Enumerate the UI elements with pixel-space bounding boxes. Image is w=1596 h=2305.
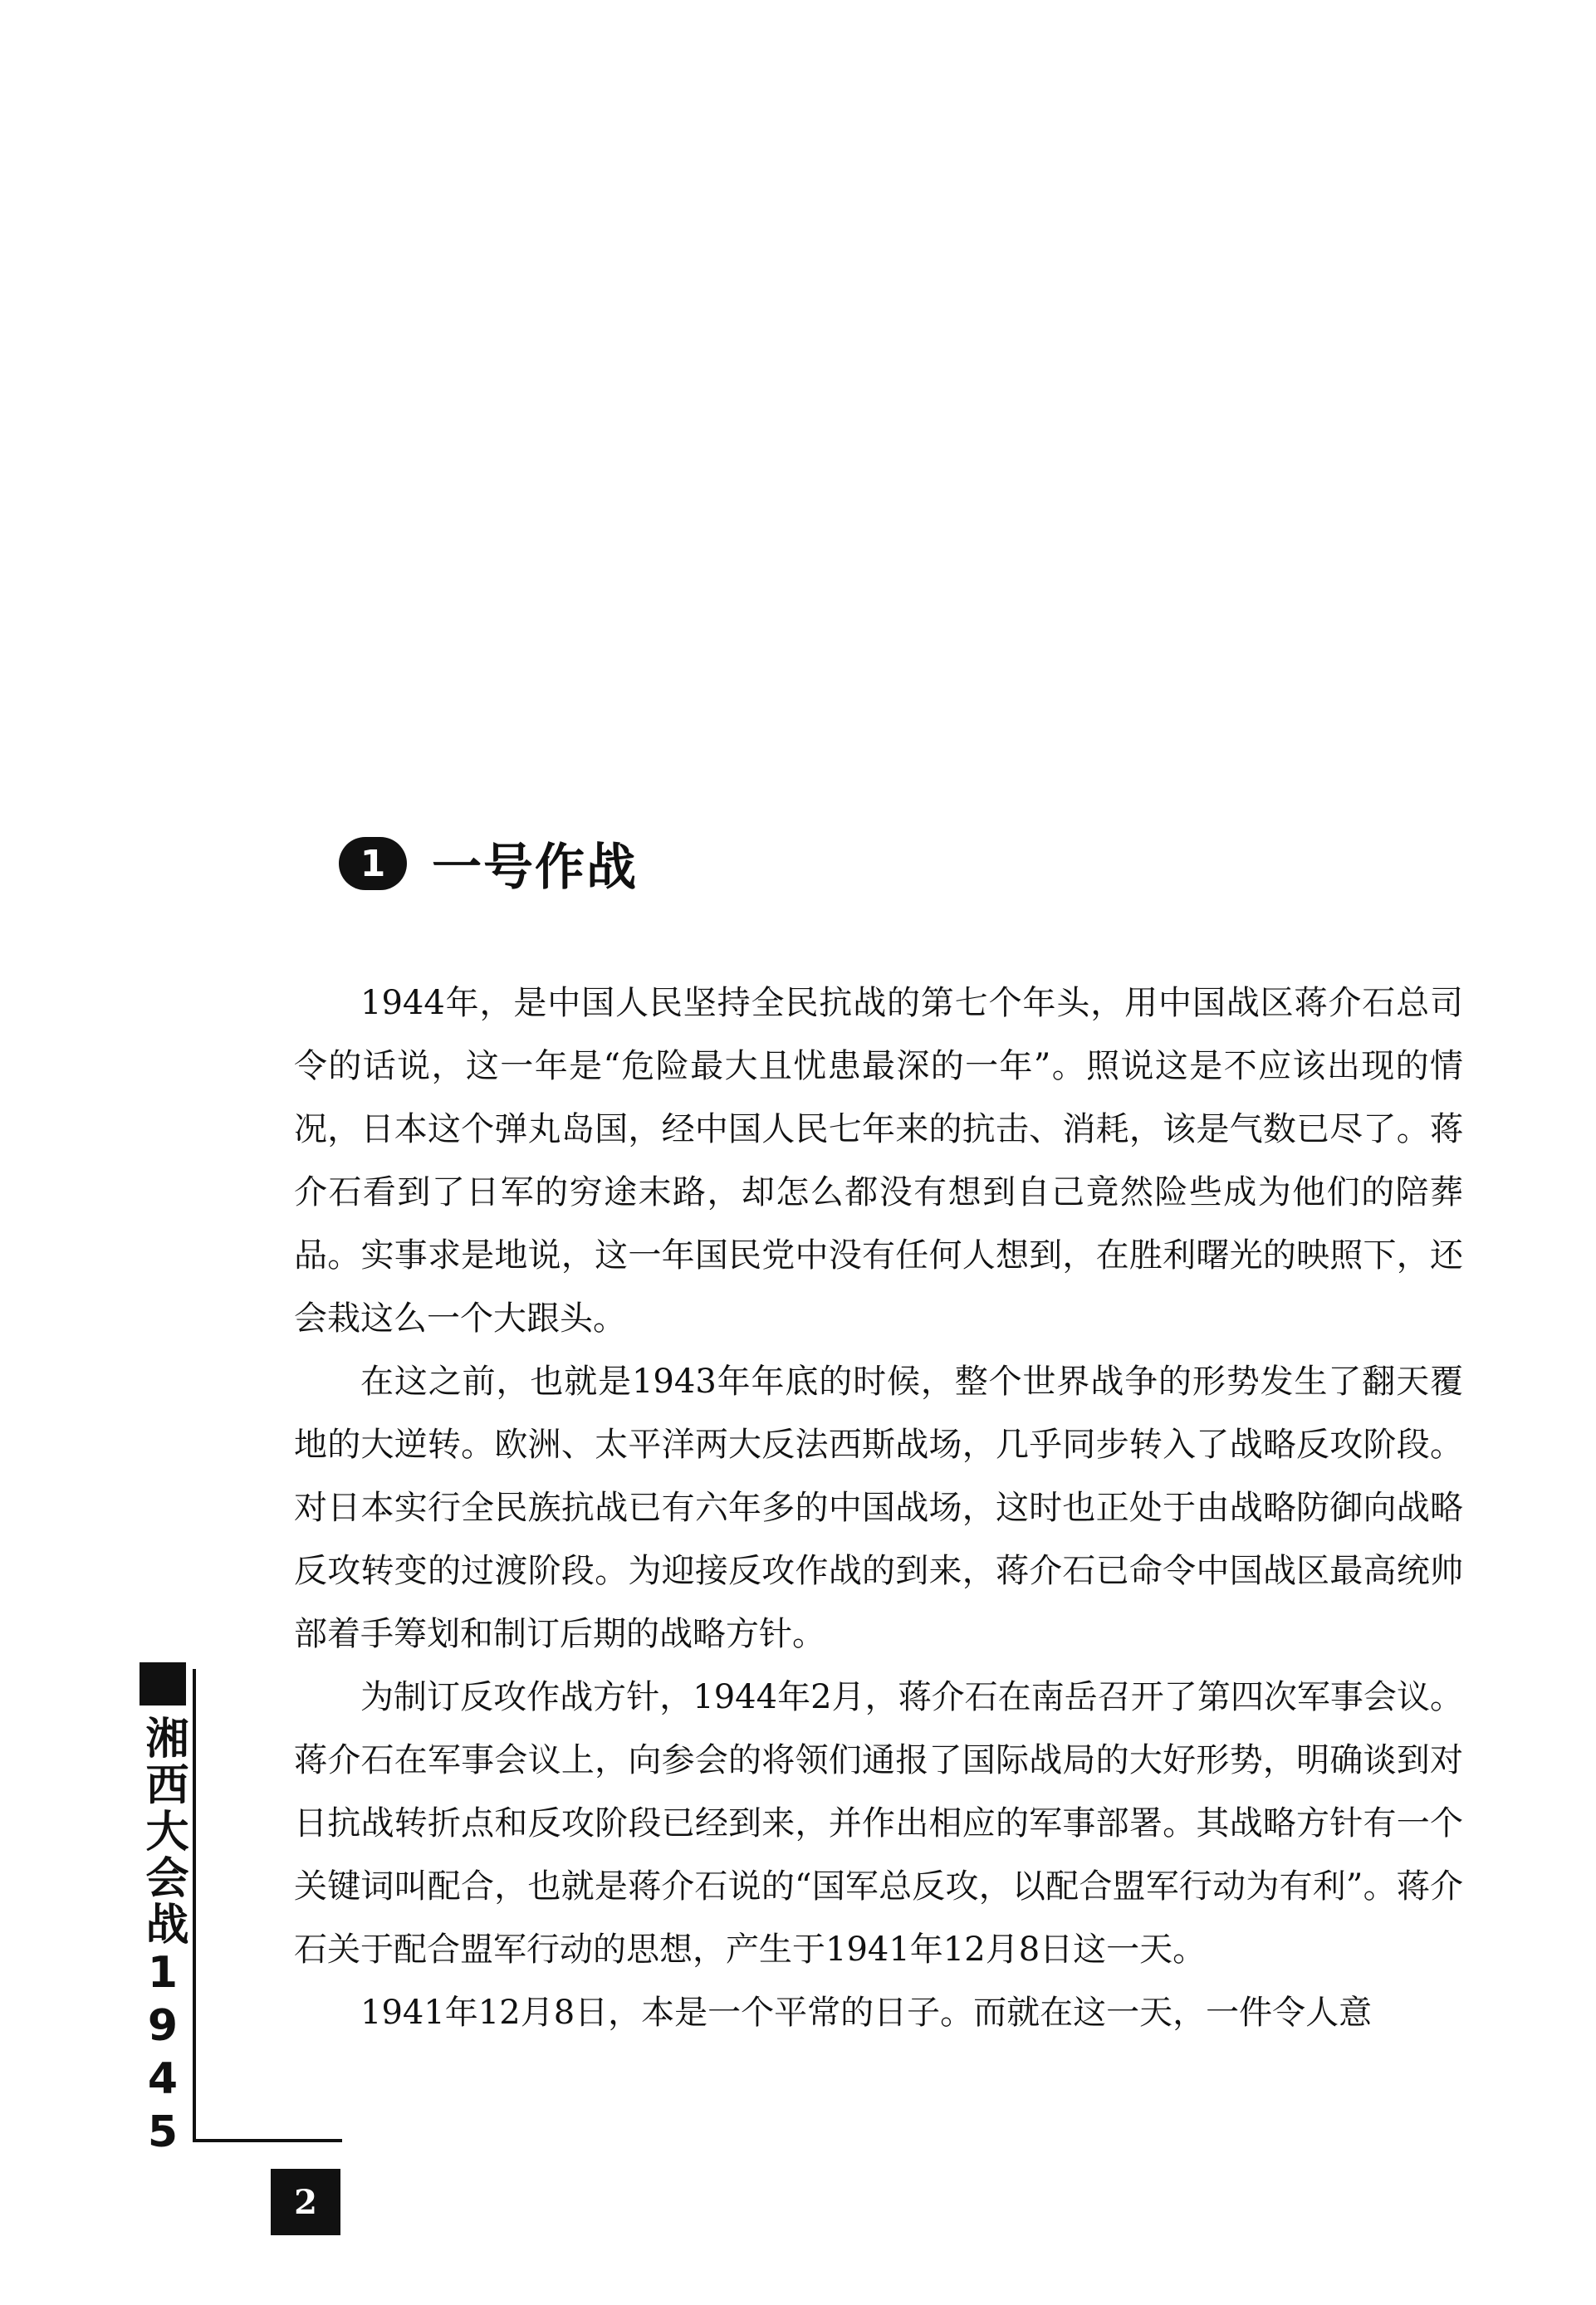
page-number: 2 bbox=[271, 2169, 340, 2235]
margin-rule-vertical bbox=[193, 1669, 196, 2142]
paragraph: 1941年12月8日，本是一个平常的日子。而就在这一天，一件令人意 bbox=[360, 1994, 1373, 2032]
running-title-marker bbox=[140, 1662, 186, 1706]
margin-rule-horizontal bbox=[193, 2139, 342, 2142]
chapter-title: 一号作战 bbox=[432, 839, 638, 897]
paragraph: 为制订反攻作战方针，1944年2月，蒋介石在南岳召开了第四次军事会议。蒋介石在军事会议上，向参会的将领们通报了国际战局的大好形势，明确谈到对日抗战转折点和反攻阶段已经到来，并作出相应的军事部署。其战略方针有一个关键词叫配合，也就是蒋介石说的“国军总反攻，以配合盟军行动为有利”。蒋介石关于配合盟军行动的思想，产生于1941年12月8日这一天。 bbox=[294, 1678, 1463, 1969]
paragraph: 1944年，是中国人民坚持全民抗战的第七个年头，用中国战区蒋介石总司令的话说，这一年是“危险最大且忧患最深的一年”。照说这是不应该出现的情况，日本这个弹丸岛国，经中国人民七年来的抗击、消耗，该是气数已尽了。蒋介石看到了日军的穷途末路，却怎么都没有想到自己竟然险些成为他们的陪葬品。实事求是地说，这一年国民党中没有任何人想到，在胜利曙光的映照下，还会栽这么一个大跟头。 bbox=[294, 984, 1463, 1338]
chapter-heading bbox=[339, 830, 638, 897]
body-text bbox=[294, 971, 1463, 2044]
paragraph: 在这之前，也就是1943年年底的时候，整个世界战争的形势发生了翻天覆地的大逆转。欧洲、太平洋两大反法西斯战场，几乎同步转入了战略反攻阶段。对日本实行全民族抗战已有六年多的中国战场，这时也正处于由战略防御向战略反攻转变的过渡阶段。为迎接反攻作战的到来，蒋介石已命令中国战区最高统帅部着手筹划和制订后期的战略方针。 bbox=[294, 1363, 1463, 1653]
running-title: 湘西大会战1945 bbox=[138, 1715, 188, 2161]
chapter-number-badge: 1 bbox=[339, 837, 407, 890]
